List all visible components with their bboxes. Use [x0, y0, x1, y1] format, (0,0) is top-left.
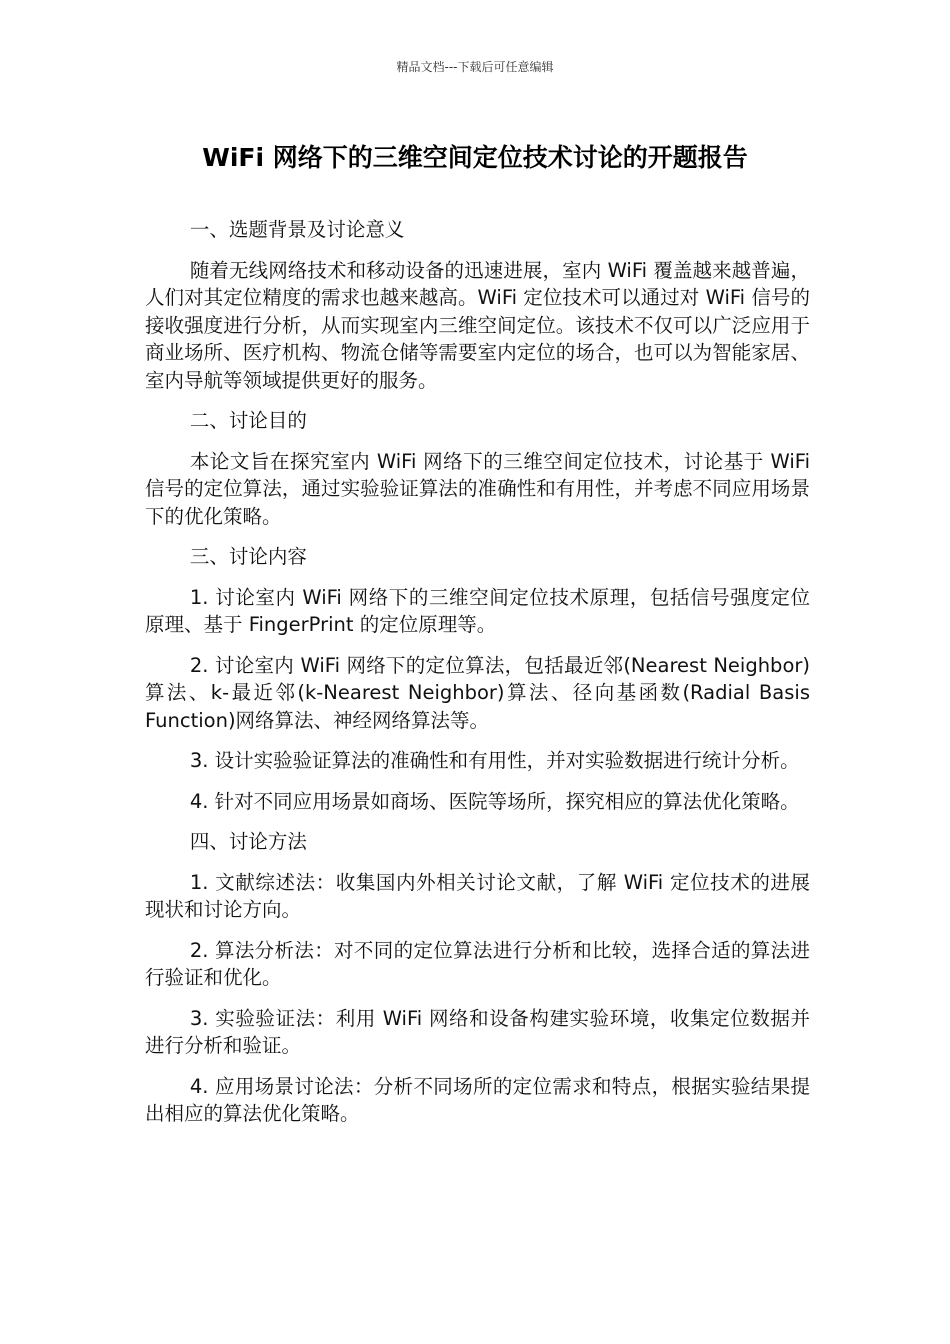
list-item: 1. 讨论室内 WiFi 网络下的三维空间定位技术原理，包括信号强度定位原理、基于 FingerPrint 的定位原理等。: [145, 585, 810, 636]
list-item: 3. 设计实验验证算法的准确性和有用性，并对实验数据进行统计分析。: [189, 749, 800, 772]
list-item: 2. 算法分析法：对不同的定位算法进行分析和比较，选择合适的算法进行验证和优化。: [145, 938, 810, 989]
list-item: 1. 文献综述法：收集国内外相关讨论文献，了解 WiFi 定位技术的进展现状和讨论方向。: [145, 870, 810, 921]
list-item: 4. 针对不同应用场景如商场、医院等场所，探究相应的算法优化策略。: [189, 789, 800, 813]
page-header: 精品文档---下载后可任意编辑: [396, 60, 554, 74]
document-title: WiFi 网络下的三维空间定位技术讨论的开题报告: [202, 143, 748, 172]
list-item: 4. 应用场景讨论法：分析不同场所的定位需求和特点，根据实验结果提出相应的算法优化策略。: [145, 1074, 810, 1125]
document-body: [145, 216, 810, 1141]
list-item: 2. 讨论室内 WiFi 网络下的定位算法，包括最近邻(Nearest Neighbor)算法、k-最近邻(k-Nearest Neighbor)算法、径向基函数(Radial Basis Function)网络算法、神经网络算法等。: [145, 653, 810, 732]
section-heading: 四、讨论方法: [189, 830, 307, 853]
section-heading: 三、讨论内容: [189, 545, 307, 568]
paragraph: 本论文旨在探究室内 WiFi 网络下的三维空间定位技术，讨论基于 WiFi 信号的定位算法，通过实验验证算法的准确性和有用性，并考虑不同应用场景下的优化策略。: [145, 449, 810, 528]
list-item: 3. 实验验证法：利用 WiFi 网络和设备构建实验环境，收集定位数据并进行分析和验证。: [145, 1006, 810, 1057]
section-heading: 一、选题背景及讨论意义: [189, 218, 405, 241]
section-heading: 二、讨论目的: [189, 409, 307, 432]
paragraph: 随着无线网络技术和移动设备的迅速进展，室内 WiFi 覆盖越来越普遍，人们对其定位精度的需求也越来越高。WiFi 定位技术可以通过对 WiFi 信号的接收强度进行分析，从而实现室内三维空间定位。该技术不仅可以广泛应用于商业场所、医疗机构、物流仓储等需要室内定位的场合，也可以为智能家居、室内导航等领域提供更好的服务。: [145, 258, 810, 392]
